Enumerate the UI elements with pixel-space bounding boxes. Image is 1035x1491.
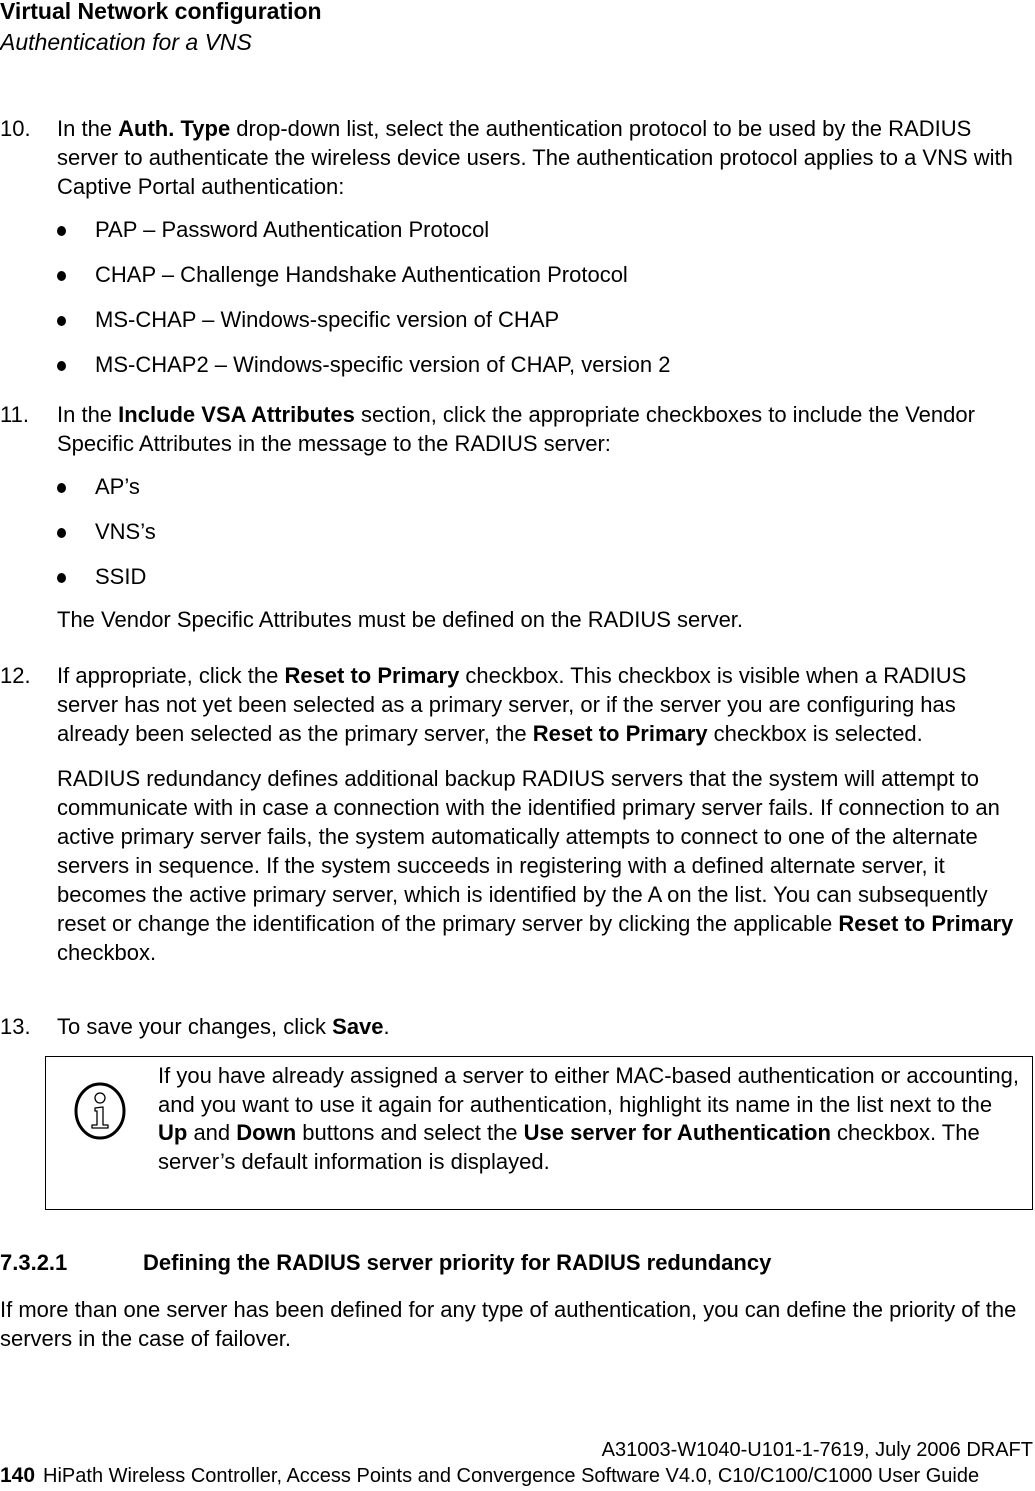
section-title: Defining the RADIUS server priority for RADIUS redundancy bbox=[143, 1250, 772, 1275]
bullet-icon bbox=[57, 528, 66, 538]
bullet-icon bbox=[57, 226, 66, 236]
bullet-icon bbox=[57, 316, 66, 326]
step-10 bbox=[0, 114, 1030, 395]
guide-title: HiPath Wireless Controller, Access Points and Convergence Software V4.0, C10/C100/C1000 User Guide bbox=[43, 1465, 980, 1487]
step-note-text: The Vendor Specific Attributes must be defined on the RADIUS server. bbox=[57, 607, 744, 632]
step-text: To save your changes, click Save. bbox=[57, 1014, 390, 1039]
page-number: 140 bbox=[0, 1464, 36, 1487]
protocol-list bbox=[57, 215, 1030, 379]
info-icon bbox=[73, 1081, 127, 1141]
list-item: PAP – Password Authentication Protocol bbox=[57, 215, 1030, 244]
list-item: VNS’s bbox=[57, 517, 1030, 546]
bullet-icon bbox=[57, 361, 66, 371]
list-item: CHAP – Challenge Handshake Authentication Protocol bbox=[57, 260, 1030, 289]
footer-doc-id: A31003-W1040-U101-1-7619, July 2006 DRAFT bbox=[601, 1439, 1033, 1461]
step-text: In the Auth. Type drop-down list, select the authentication protocol to be used by the RADIUS server to authenticate the wireless device users. The authentication protocol applies to a VNS with Captive Portal authentication: bbox=[57, 116, 1013, 199]
list-item: AP’s bbox=[57, 472, 1030, 501]
section-subtitle: Authentication for a VNS bbox=[0, 29, 252, 55]
step-13 bbox=[0, 1012, 1030, 1041]
bullet-icon bbox=[57, 271, 66, 281]
section-paragraph: If more than one server has been defined for any type of authentication, you can define the priority of the servers in the case of failover. bbox=[0, 1297, 1017, 1351]
step-text: In the Include VSA Attributes section, click the appropriate checkboxes to include the Vendor Specific Attributes in the message to the RADIUS server: bbox=[57, 402, 975, 456]
page-footer bbox=[0, 1464, 979, 1488]
note-text: If you have already assigned a server to either MAC-based authentication or accounting, and you want to use it again for authentication, highlight its name in the list next to the Up and Down buttons and select the Use server for Authentication checkbox. The server’s default information is displayed. bbox=[158, 1063, 1019, 1174]
step-number: 12. bbox=[0, 663, 31, 688]
bullet-icon bbox=[57, 573, 66, 583]
list-item: MS-CHAP – Windows-specific version of CHAP bbox=[57, 305, 1030, 334]
step-text: If appropriate, click the Reset to Primary checkbox. This checkbox is visible when a RADIUS server has not yet been selected as a primary server, or if the server you are configuring has already been selected as the primary server, the Reset to Primary checkbox is selected. bbox=[57, 663, 967, 746]
redundancy-paragraph: RADIUS redundancy defines additional backup RADIUS servers that the system will attempt to communicate with in case a connection with the identified primary server fails. If connection to an active primary server fails, the system automatically attempts to connect to one of the alternate servers in sequence. If the system succeeds in registering with a defined alternate server, it becomes the active primary server, which is identified by the A on the list. You can subsequently reset or change the identification of the primary server by clicking the applicable Reset to Primary checkbox. bbox=[57, 766, 1014, 965]
list-item: MS-CHAP2 – Windows-specific version of CHAP, version 2 bbox=[57, 350, 1030, 379]
vsa-list bbox=[57, 472, 1030, 591]
step-11 bbox=[0, 400, 1030, 634]
bullet-icon bbox=[57, 483, 66, 493]
step-number: 13. bbox=[0, 1014, 31, 1039]
step-number: 10. bbox=[0, 116, 31, 141]
step-number: 11. bbox=[0, 402, 29, 427]
list-item: SSID bbox=[57, 562, 1030, 591]
step-12 bbox=[0, 661, 1030, 967]
section-number: 7.3.2.1 bbox=[0, 1250, 68, 1275]
info-note bbox=[45, 1056, 1033, 1210]
chapter-title: Virtual Network configuration bbox=[0, 0, 322, 24]
section-heading bbox=[0, 1250, 771, 1276]
